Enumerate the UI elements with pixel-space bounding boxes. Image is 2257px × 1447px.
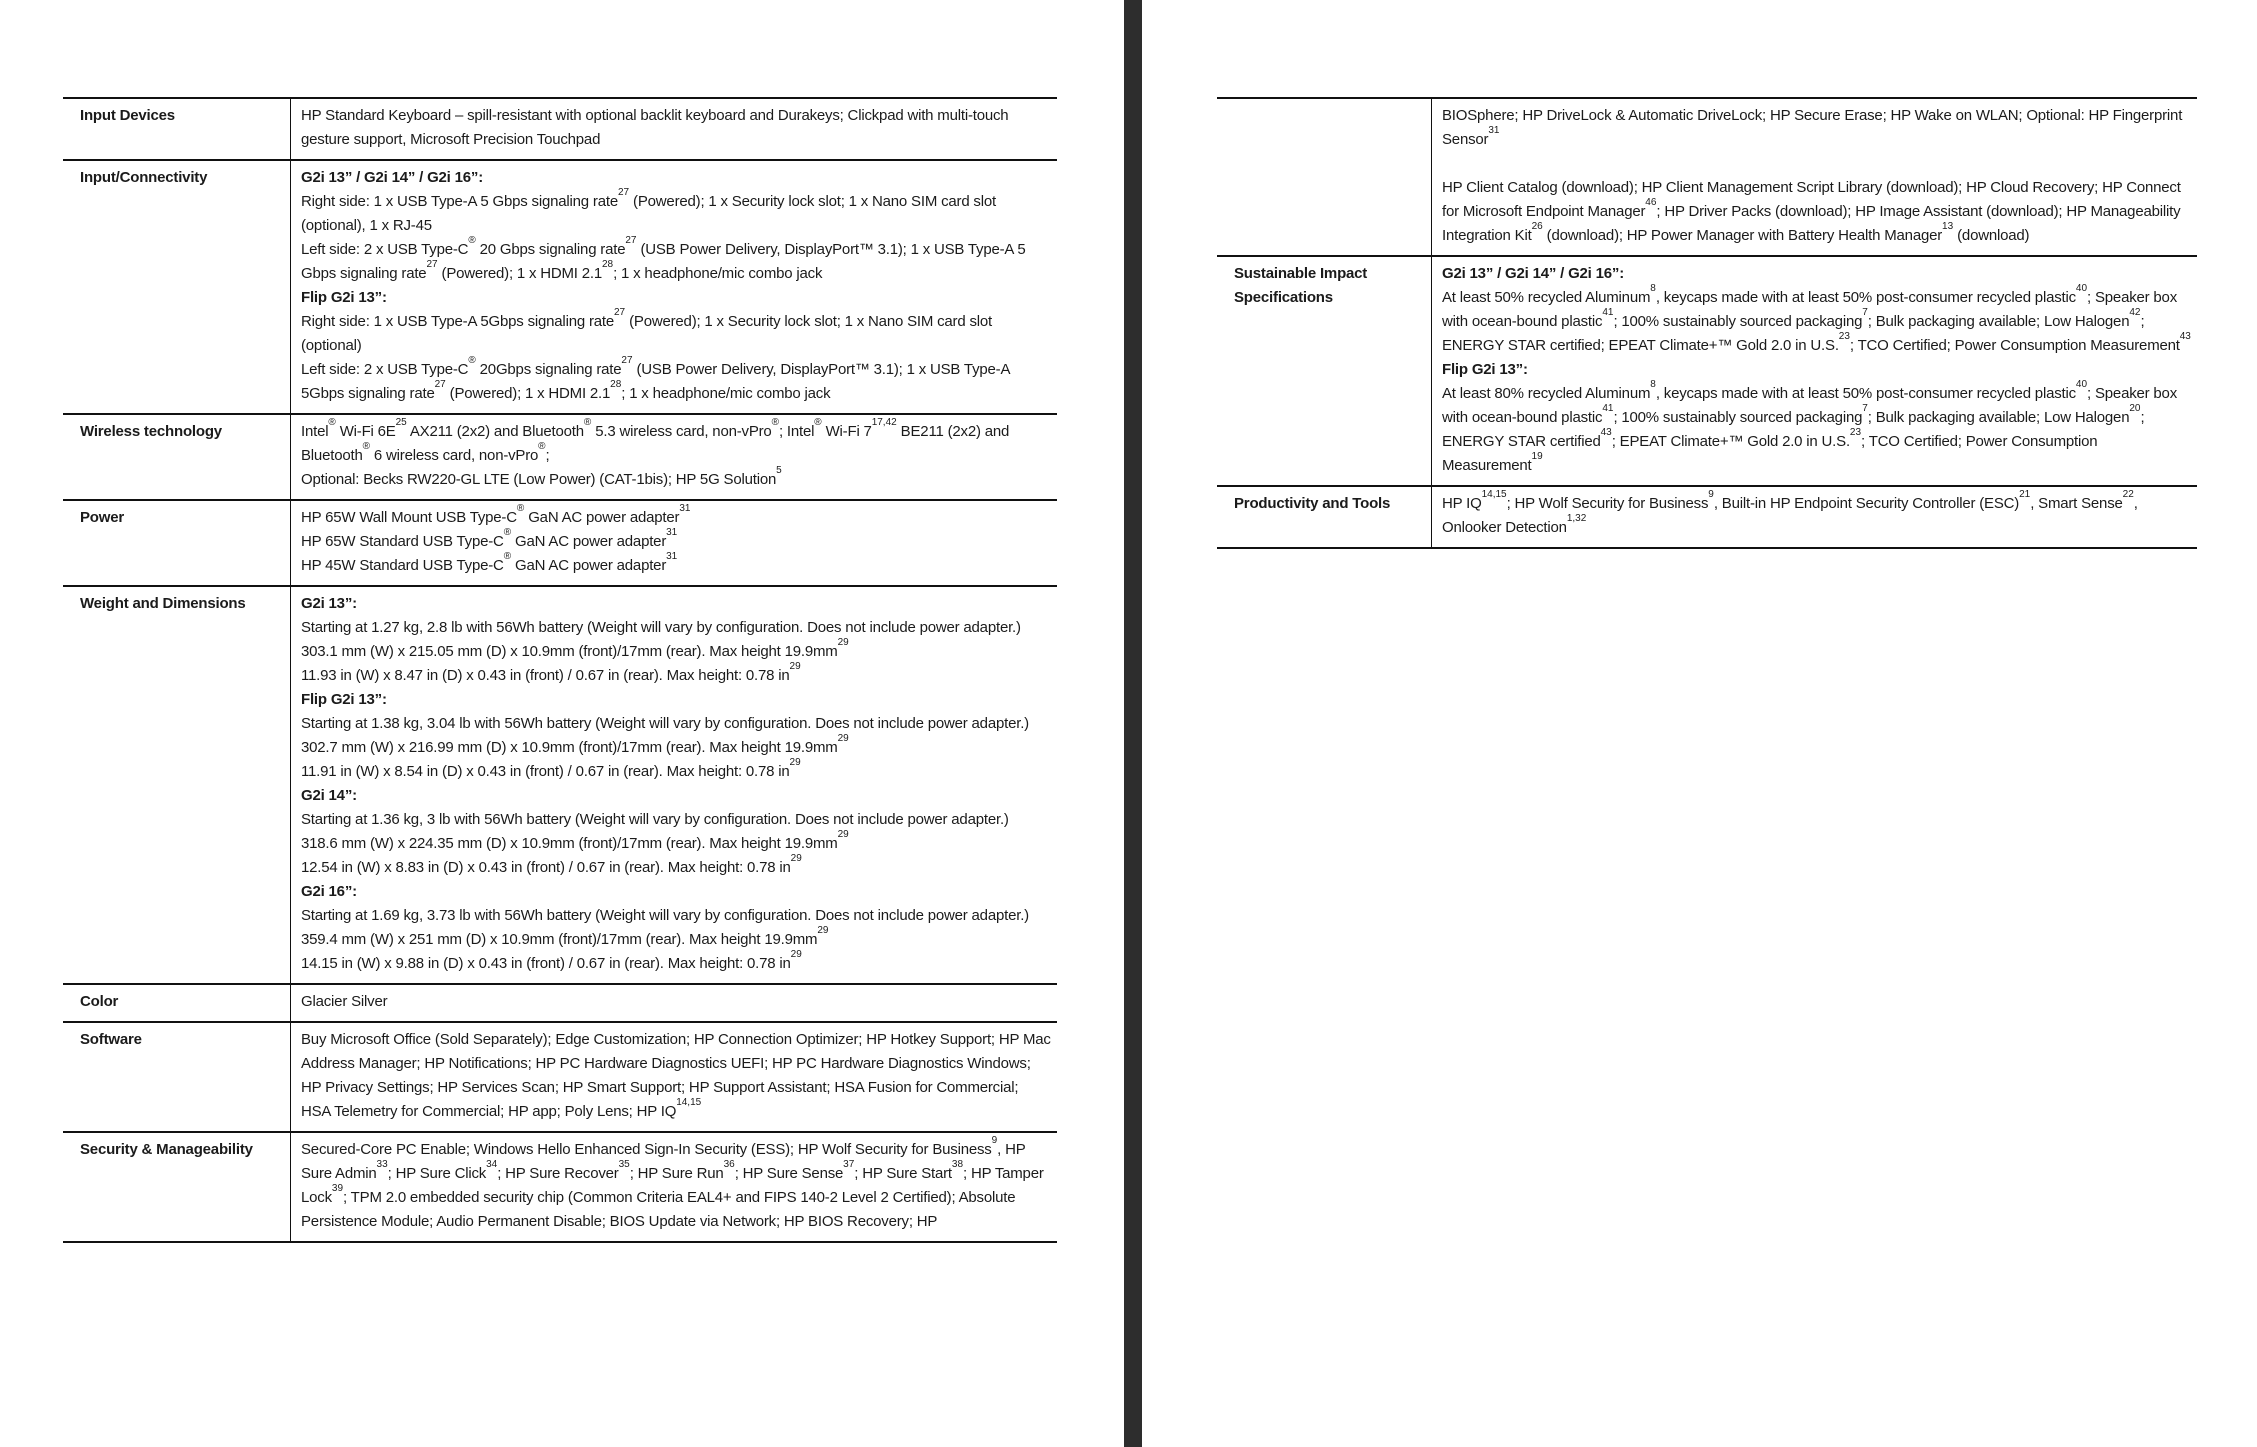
spec-line: HP 65W Standard USB Type-C® GaN AC power adapter$^{31}$	[301, 527, 678, 550]
spec-line: HP 65W Wall Mount USB Type-C® GaN AC power adapter$^{31}$	[301, 503, 691, 526]
spec-line: HP 45W Standard USB Type-C® GaN AC power adapter$^{31}$	[301, 551, 678, 574]
spec-row-value	[290, 161, 1057, 413]
spec-row-label: Color	[80, 993, 119, 1010]
spec-line: Buy Microsoft Office (Sold Separately); Edge Customization; HP Connection Optimizer; HP Hotkey Support; HP Mac Address Manager; HP Notifications; HP PC Hardware Diagnostics UEFI; HP PC Hardware Diagnostics Windows; HP Privacy Settings; HP Services Scan; HP Smart Support; HP Support Assistant; HSA Fusion for Commercial; HSA Telemetry for Commercial; HP app; Poly Lens; HP IQ$^{14,15}$	[301, 1031, 1051, 1120]
spec-line: G2i 13” / G2i 14” / G2i 16”:	[1442, 265, 1624, 282]
spec-row	[63, 99, 1057, 161]
left-page-spec-table	[63, 97, 1057, 1243]
spec-line: At least 50% recycled Aluminum$^8$, keycaps made with at least 50% post-consumer recycled plastic$^{40}$; Speaker box with ocean-bound plastic$^{41}$; 100% sustainably sourced packaging$^7$; Bulk packaging available; Low Halogen$^{42}$; ENERGY STAR certified; EPEAT Climate+™ Gold 2.0 in U.S.$^{23}$; TCO Certified; Power Consumption Measurement$^{43}$	[1442, 283, 2191, 354]
spec-row	[1217, 257, 2197, 487]
spec-row-label: Power	[80, 509, 125, 526]
spec-line: HP Client Catalog (download); HP Client Management Script Library (download); HP Cloud Recovery; HP Connect for Microsoft Endpoint Manager$^{46}$; HP Driver Packs (download); HP Image Assistant (download); HP Manageability Integration Kit$^{26}$ (download); HP Power Manager with Battery Health Manager$^{13}$ (download)	[1442, 179, 2181, 244]
spec-line: Starting at 1.38 kg, 3.04 lb with 56Wh battery (Weight will vary by configuration. Does not include power adapter.)	[301, 715, 1029, 732]
spec-line: G2i 14”:	[301, 787, 357, 804]
spec-line: 359.4 mm (W) x 251 mm (D) x 10.9mm (front)/17mm (rear). Max height $19.9mm^{29}$	[301, 925, 829, 948]
right-page-spec-table	[1217, 97, 2197, 549]
spec-row-label: Productivity and Tools	[1234, 495, 1391, 512]
spec-line: HP IQ$^{14,15}$; HP Wolf Security for Business$^9$, Built-in HP Endpoint Security Controller (ESC)$^{21}$, Smart Sense$^{22}$, Onlooker Detection$^{1,32}$	[1442, 489, 2138, 536]
spec-line: Optional: Becks RW220-GL LTE (Low Power) (CAT-1bis); HP 5G Solution$^5$	[301, 465, 782, 488]
spec-row-value	[290, 1133, 1057, 1241]
spec-line: 11.93 in (W) x 8.47 in (D) x 0.43 in (front) / 0.67 in (rear). Max height: 0.78 $in^{29}$	[301, 661, 801, 684]
spec-row-value	[290, 985, 1057, 1021]
spec-line: 12.54 in (W) x 8.83 in (D) x 0.43 in (front) / 0.67 in (rear). Max height: 0.78 $in^{29}$	[301, 853, 802, 876]
spec-row-value	[1431, 487, 2197, 547]
spec-line: BIOSphere; HP DriveLock & Automatic DriveLock; HP Secure Erase; HP Wake on WLAN; Optional: HP Fingerprint Sensor$^{31}$	[1442, 107, 2183, 148]
spec-line: Intel® Wi-Fi $6E^{25}$ AX211 (2x2) and Bluetooth® 5.3 wireless card, non-vPro®; Intel® Wi-Fi 7$^{17,42}$ BE211 (2x2) and Bluetooth® 6 wireless card, non-vPro®;	[301, 417, 1010, 464]
spec-row-label: Sustainable Impact Specifications	[1234, 265, 1368, 306]
spec-row-value	[290, 415, 1057, 499]
spec-row	[63, 587, 1057, 985]
spec-row	[1217, 99, 2197, 257]
spec-line: 303.1 mm (W) x 215.05 mm (D) x 10.9mm (front)/17mm (rear). Max height $19.9mm^{29}$	[301, 637, 849, 660]
spec-line: HP Standard Keyboard – spill-resistant with optional backlit keyboard and Durakeys; Clickpad with multi-touch gesture support, Microsoft Precision Touchpad	[301, 107, 1009, 148]
spec-row	[63, 501, 1057, 587]
spec-line: Right side: 1 x USB Type-A 5 Gbps signaling rate$^{27}$ (Powered); 1 x Security lock slot; 1 x Nano SIM card slot (optional), 1 x RJ-45	[301, 187, 996, 234]
spec-row-value	[1431, 99, 2197, 255]
spec-line: 318.6 mm (W) x 224.35 mm (D) x 10.9mm (front)/17mm (rear). Max height $19.9mm^{29}$	[301, 829, 849, 852]
spec-line: Flip G2i 13”:	[301, 289, 387, 306]
spec-line: Left side: 2 x USB Type-C® 20Gbps signaling rate$^{27}$ (USB Power Delivery, DisplayPort™ 3.1); 1 x USB Type-A 5Gbps signaling rate$^{27}$ (Powered); 1 x HDMI $2.1^{28}$; 1 x headphone/mic combo jack	[301, 355, 1010, 402]
spec-line: Secured-Core PC Enable; Windows Hello Enhanced Sign-In Security (ESS); HP Wolf Security for Business$^9$, HP Sure Admin$^{33}$; HP Sure Click$^{34}$; HP Sure Recover$^{35}$; HP Sure Run$^{36}$; HP Sure Sense$^{37}$; HP Sure Start$^{38}$; HP Tamper Lock$^{39}$; TPM 2.0 embedded security chip (Common Criteria EAL4+ and FIPS 140-2 Level 2 Certified); Absolute Persistence Module; Audio Permanent Disable; BIOS Update via Network; HP BIOS Recovery; HP	[301, 1135, 1044, 1230]
spec-line: Starting at 1.69 kg, 3.73 lb with 56Wh battery (Weight will vary by configuration. Does not include power adapter.)	[301, 907, 1029, 924]
spec-line: 302.7 mm (W) x 216.99 mm (D) x 10.9mm (front)/17mm (rear). Max height $19.9mm^{29}$	[301, 733, 849, 756]
spec-line: G2i 13” / G2i 14” / G2i 16”:	[301, 169, 483, 186]
page-gap-divider	[1124, 0, 1142, 1447]
spec-row-label: Wireless technology	[80, 423, 222, 440]
spec-row-label: Weight and Dimensions	[80, 595, 246, 612]
spec-line: Starting at 1.27 kg, 2.8 lb with 56Wh battery (Weight will vary by configuration. Does not include power adapter.)	[301, 619, 1021, 636]
spec-row-value	[290, 501, 1057, 585]
spec-line: At least 80% recycled Aluminum$^8$, keycaps made with at least 50% post-consumer recycled plastic$^{40}$; Speaker box with ocean-bound plastic$^{41}$; 100% sustainably sourced packaging$^7$; Bulk packaging available; Low Halogen$^{20}$; ENERGY STAR certified$^{43}$; EPEAT Climate+™ Gold 2.0 in U.S.$^{23}$; TCO Certified; Power Consumption Measurement$^{19}$	[1442, 379, 2178, 474]
spec-row	[63, 1133, 1057, 1243]
spec-row-label: Input Devices	[80, 107, 175, 124]
spec-row-value	[290, 99, 1057, 159]
spec-row-label: Security & Manageability	[80, 1141, 253, 1158]
spec-line: Right side: 1 x USB Type-A 5Gbps signaling rate$^{27}$ (Powered); 1 x Security lock slot; 1 x Nano SIM card slot (optional)	[301, 307, 992, 354]
spec-line: 11.91 in (W) x 8.54 in (D) x 0.43 in (front) / 0.67 in (rear). Max height: 0.78 $in^{29}$	[301, 757, 801, 780]
spec-row-value	[290, 587, 1057, 983]
spec-line: 14.15 in (W) x 9.88 in (D) x 0.43 in (front) / 0.67 in (rear). Max height: 0.78 $in^{29}$	[301, 949, 802, 972]
spec-row-value	[1431, 257, 2197, 485]
spec-row	[63, 985, 1057, 1023]
spec-line: Glacier Silver	[301, 993, 388, 1010]
spec-row	[63, 1023, 1057, 1133]
spec-row	[63, 415, 1057, 501]
spec-row	[63, 161, 1057, 415]
spec-line: G2i 16”:	[301, 883, 357, 900]
spec-line: G2i 13”:	[301, 595, 357, 612]
spec-line: Left side: 2 x USB Type-C® 20 Gbps signaling rate$^{27}$ (USB Power Delivery, DisplayPort™ 3.1); 1 x USB Type-A 5 Gbps signaling rate$^{27}$ (Powered); 1 x HDMI $2.1^{28}$; 1 x headphone/mic combo jack	[301, 235, 1026, 282]
spec-line: Flip G2i 13”:	[301, 691, 387, 708]
spec-line: Starting at 1.36 kg, 3 lb with 56Wh battery (Weight will vary by configuration. Does not include power adapter.)	[301, 811, 1009, 828]
spec-row	[1217, 487, 2197, 549]
spec-line	[1442, 152, 2191, 176]
spec-row-label	[1217, 99, 1431, 255]
spec-line: Flip G2i 13”:	[1442, 361, 1528, 378]
spec-row-label: Software	[80, 1031, 142, 1048]
spec-row-value	[290, 1023, 1057, 1131]
spec-row-label: Input/Connectivity	[80, 169, 208, 186]
